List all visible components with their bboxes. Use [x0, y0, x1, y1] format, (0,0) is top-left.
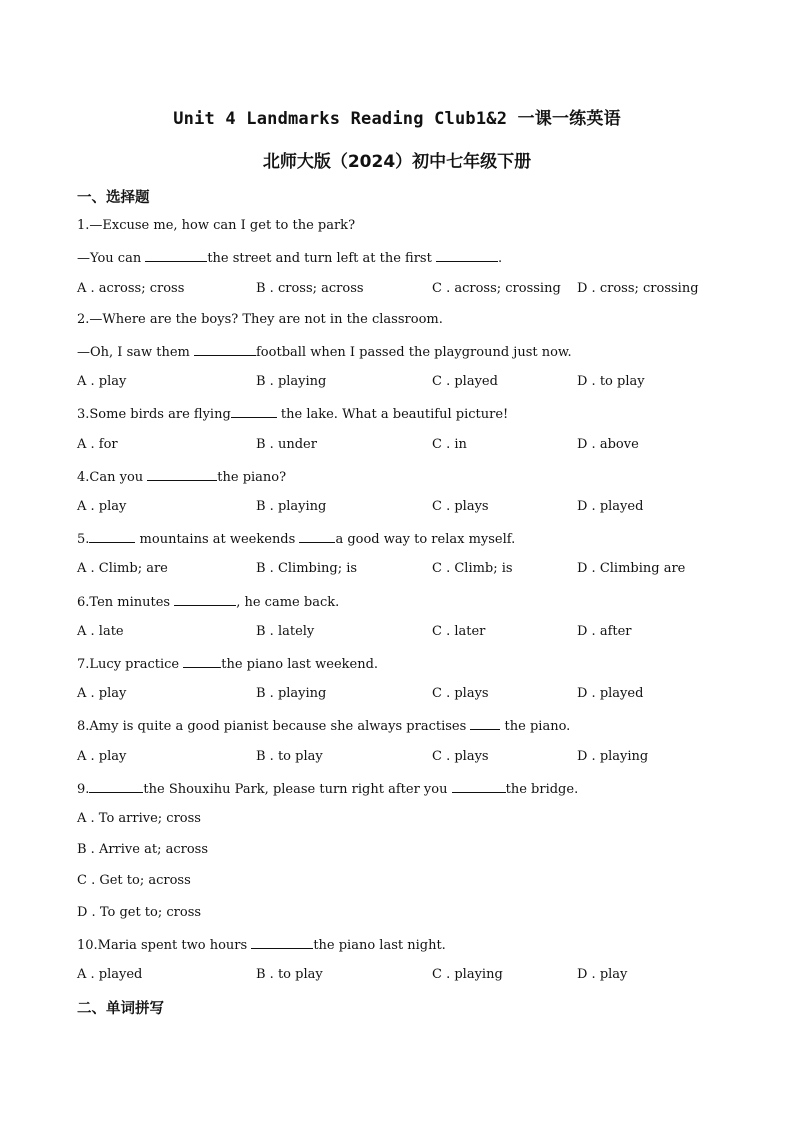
q4-option-d[interactable]: D . played — [577, 499, 644, 514]
q9-option-b[interactable]: B . Arrive at; across — [77, 842, 208, 857]
q7-option-c[interactable]: C . plays — [432, 686, 489, 701]
section-heading-choice: 一、选择题 — [77, 190, 150, 206]
q1-option-a[interactable]: A . across; cross — [77, 281, 185, 296]
q4-line1: 4.Can you the piano? — [77, 470, 287, 485]
q7-line1: 7.Lucy practice the piano last weekend. — [77, 657, 379, 672]
q6-option-a[interactable]: A . late — [77, 624, 124, 639]
q10-option-c[interactable]: C . playing — [432, 967, 503, 982]
q5-option-b[interactable]: B . Climbing; is — [256, 561, 358, 576]
q8-option-d[interactable]: D . playing — [577, 749, 649, 764]
q1-option-c[interactable]: C . across; crossing — [432, 281, 561, 296]
q4-option-c[interactable]: C . plays — [432, 499, 489, 514]
q10-option-d[interactable]: D . play — [577, 967, 628, 982]
q5-line1: 5. mountains at weekends a good way to relax myself. — [77, 532, 516, 547]
answer-blank[interactable] — [89, 530, 135, 543]
q3-option-c[interactable]: C . in — [432, 437, 467, 452]
answer-blank[interactable] — [194, 343, 256, 356]
section-heading-spelling: 二、单词拼写 — [77, 1001, 164, 1017]
q9-option-a[interactable]: A . To arrive; cross — [77, 811, 201, 826]
page-title: Unit 4 Landmarks Reading Club1&2 一课一练英语 — [173, 109, 621, 129]
answer-blank[interactable] — [470, 717, 500, 730]
answer-blank[interactable] — [299, 530, 335, 543]
q10-option-a[interactable]: A . played — [77, 967, 143, 982]
page-subtitle: 北师大版（2024）初中七年级下册 — [262, 152, 532, 172]
q8-line1: 8.Amy is quite a good pianist because she always practises the piano. — [77, 719, 571, 734]
q7-option-d[interactable]: D . played — [577, 686, 644, 701]
q9-line1: 9. the Shouxihu Park, please turn right after you the bridge. — [77, 782, 579, 797]
q6-option-d[interactable]: D . after — [577, 624, 632, 639]
answer-blank[interactable] — [147, 468, 217, 481]
q1-option-d[interactable]: D . cross; crossing — [577, 281, 699, 296]
q1-line2: —You can the street and turn left at the first . — [77, 251, 503, 266]
q2-option-c[interactable]: C . played — [432, 374, 498, 389]
answer-blank[interactable] — [145, 249, 207, 262]
answer-blank[interactable] — [89, 780, 143, 793]
q1-option-b[interactable]: B . cross; across — [256, 281, 364, 296]
q3-option-d[interactable]: D . above — [577, 437, 639, 452]
q2-line1: 2.—Where are the boys? They are not in the classroom. — [77, 312, 443, 327]
q6-option-b[interactable]: B . lately — [256, 624, 315, 639]
q9-option-d[interactable]: D . To get to; cross — [77, 905, 202, 920]
q5-option-d[interactable]: D . Climbing are — [577, 561, 686, 576]
q2-option-b[interactable]: B . playing — [256, 374, 327, 389]
answer-blank[interactable] — [231, 405, 277, 418]
q10-line1: 10.Maria spent two hours the piano last night. — [77, 938, 446, 953]
q4-option-b[interactable]: B . playing — [256, 499, 327, 514]
q7-option-a[interactable]: A . play — [77, 686, 127, 701]
q4-option-a[interactable]: A . play — [77, 499, 127, 514]
q6-line1: 6.Ten minutes , he came back. — [77, 595, 340, 610]
q8-option-b[interactable]: B . to play — [256, 749, 323, 764]
q8-option-c[interactable]: C . plays — [432, 749, 489, 764]
q10-option-b[interactable]: B . to play — [256, 967, 323, 982]
answer-blank[interactable] — [183, 655, 221, 668]
answer-blank[interactable] — [452, 780, 506, 793]
q2-option-d[interactable]: D . to play — [577, 374, 645, 389]
q6-option-c[interactable]: C . later — [432, 624, 486, 639]
q1-line1: 1.—Excuse me, how can I get to the park? — [77, 218, 356, 233]
q5-option-a[interactable]: A . Climb; are — [77, 561, 168, 576]
answer-blank[interactable] — [436, 249, 498, 262]
q9-option-c[interactable]: C . Get to; across — [77, 873, 191, 888]
q8-option-a[interactable]: A . play — [77, 749, 127, 764]
q3-line1: 3.Some birds are flying the lake. What a beautiful picture! — [77, 407, 509, 422]
q3-option-a[interactable]: A . for — [77, 437, 118, 452]
q2-option-a[interactable]: A . play — [77, 374, 127, 389]
q5-option-c[interactable]: C . Climb; is — [432, 561, 513, 576]
q2-line2: —Oh, I saw them football when I passed the playground just now. — [77, 345, 572, 360]
q7-option-b[interactable]: B . playing — [256, 686, 327, 701]
answer-blank[interactable] — [174, 593, 236, 606]
answer-blank[interactable] — [251, 936, 313, 949]
q3-option-b[interactable]: B . under — [256, 437, 317, 452]
